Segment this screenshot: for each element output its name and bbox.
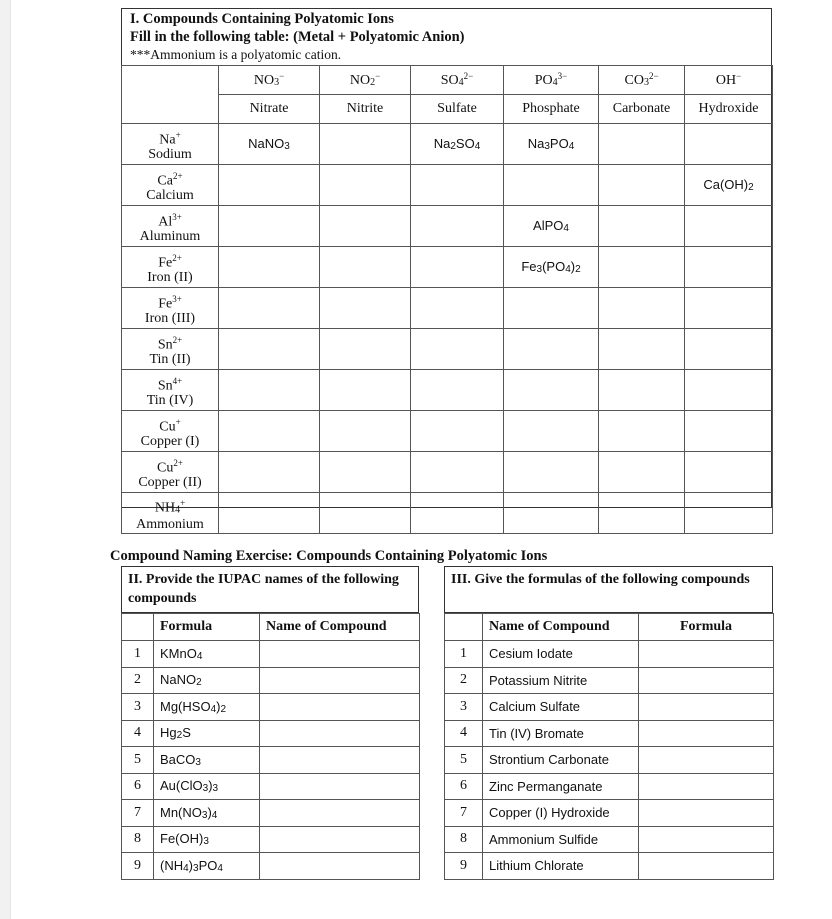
given-formula: KMnO4 [154, 641, 260, 668]
part2-row [122, 800, 420, 827]
cation-row [122, 124, 773, 165]
anion-formula-row [122, 66, 773, 95]
row-number: 7 [445, 800, 483, 827]
part2-header-row [122, 614, 420, 641]
part2-row [122, 747, 420, 774]
cation-label [122, 288, 219, 329]
answer-cell[interactable] [411, 452, 504, 493]
formula-answer-cell[interactable] [639, 720, 774, 747]
answer-cell[interactable]: Na3PO4 [504, 124, 599, 165]
part2-formula-header: Formula [154, 614, 260, 641]
formula-answer-cell[interactable] [639, 800, 774, 827]
cation-row [122, 288, 773, 329]
given-formula: Mn(NO3)4 [154, 800, 260, 827]
answer-cell[interactable] [685, 452, 773, 493]
given-name: Ammonium Sulfide [483, 826, 639, 853]
part3-row [445, 747, 774, 774]
given-formula: (NH4)3PO4 [154, 853, 260, 880]
answer-cell[interactable] [504, 493, 599, 534]
name-answer-cell[interactable] [260, 667, 420, 694]
polyatomic-table [121, 65, 773, 534]
cation-symbol: $Fe^{2+}$ [158, 252, 182, 271]
answer-cell[interactable] [411, 247, 504, 288]
answer-cell[interactable] [599, 370, 685, 411]
row-number: 3 [445, 694, 483, 721]
anion-formula-1: NO2− [320, 66, 411, 95]
cation-name: Tin (II) [149, 352, 191, 368]
name-answer-cell[interactable] [260, 853, 420, 880]
answer-cell[interactable] [320, 165, 411, 206]
answer-cell[interactable] [219, 247, 320, 288]
part3-row [445, 773, 774, 800]
row-number: 5 [122, 747, 154, 774]
row-number: 7 [122, 800, 154, 827]
answer-cell[interactable] [685, 206, 773, 247]
part2-row [122, 641, 420, 668]
row-number: 4 [122, 720, 154, 747]
part3-name-header: Name of Compound [483, 614, 639, 641]
part3-row [445, 720, 774, 747]
answer-cell[interactable] [219, 370, 320, 411]
part2-header: II. Provide the IUPAC names of the following compounds [121, 566, 419, 613]
answer-cell[interactable] [320, 452, 411, 493]
row-number: 6 [122, 773, 154, 800]
answer-cell[interactable] [219, 411, 320, 452]
section2-title: Compound Naming Exercise: Compounds Containing Polyatomic Ions [110, 548, 548, 564]
formula-answer-cell[interactable] [639, 826, 774, 853]
row-number: 4 [445, 720, 483, 747]
answer-cell[interactable] [599, 329, 685, 370]
anion-formula-5: OH− [685, 66, 773, 95]
cation-symbol: $Sn^{4+}$ [157, 375, 183, 394]
answer-cell[interactable] [320, 370, 411, 411]
formula-answer-cell[interactable] [639, 694, 774, 721]
name-answer-cell[interactable] [260, 826, 420, 853]
row-number: 8 [122, 826, 154, 853]
name-answer-cell[interactable] [260, 720, 420, 747]
anion-formula-2: $SO4^{2-}$ [411, 66, 504, 95]
part2-row [122, 694, 420, 721]
given-formula: NaNO2 [154, 667, 260, 694]
section1-title: I. Compounds Containing Polyatomic Ions [130, 11, 394, 27]
row-number: 2 [122, 667, 154, 694]
answer-cell[interactable]: AlPO4 [504, 206, 599, 247]
answer-cell[interactable] [504, 370, 599, 411]
part2-row [122, 667, 420, 694]
answer-cell[interactable] [411, 493, 504, 534]
anion-formula-0: NO3− [219, 66, 320, 95]
answer-cell[interactable] [685, 411, 773, 452]
formula-answer-cell[interactable] [639, 773, 774, 800]
answer-cell[interactable]: Na2SO4 [411, 124, 504, 165]
given-formula: BaCO3 [154, 747, 260, 774]
cation-row [122, 370, 773, 411]
answer-cell[interactable] [685, 247, 773, 288]
part3-header-row [445, 614, 774, 641]
answer-cell[interactable] [320, 493, 411, 534]
part3-num-header [445, 614, 483, 641]
name-answer-cell[interactable] [260, 773, 420, 800]
given-formula: Mg(HSO4)2 [154, 694, 260, 721]
part2-row [122, 826, 420, 853]
name-answer-cell[interactable] [260, 747, 420, 774]
anion-formula-3: $PO4^{3-}$ [504, 66, 599, 95]
answer-cell[interactable]: Ca(OH)2 [685, 165, 773, 206]
answer-cell[interactable] [599, 452, 685, 493]
cation-label [122, 370, 219, 411]
part2-table [121, 613, 420, 880]
answer-cell[interactable] [320, 247, 411, 288]
answer-cell[interactable] [411, 288, 504, 329]
cation-name: Calcium [146, 188, 194, 204]
part2-row [122, 853, 420, 880]
cation-name: Ammonium [136, 517, 204, 533]
given-name: Tin (IV) Bromate [483, 720, 639, 747]
anion-name-3: Phosphate [504, 95, 599, 124]
cation-label [122, 124, 219, 165]
row-number: 1 [122, 641, 154, 668]
cation-label [122, 206, 219, 247]
answer-cell[interactable] [599, 493, 685, 534]
answer-cell[interactable] [219, 165, 320, 206]
section1-subtitle: Fill in the following table: (Metal + Polyatomic Anion) [130, 29, 465, 45]
answer-cell[interactable] [599, 165, 685, 206]
cation-label [122, 411, 219, 452]
row-number: 1 [445, 641, 483, 668]
answer-cell[interactable] [320, 124, 411, 165]
anion-name-4: Carbonate [599, 95, 685, 124]
answer-cell[interactable] [219, 288, 320, 329]
corner-cell [122, 66, 219, 124]
answer-cell[interactable] [504, 288, 599, 329]
part3-row [445, 800, 774, 827]
anion-name-1: Nitrite [320, 95, 411, 124]
answer-cell[interactable] [685, 124, 773, 165]
part3-row [445, 826, 774, 853]
answer-cell[interactable] [599, 206, 685, 247]
name-answer-cell[interactable] [260, 641, 420, 668]
cation-row [122, 206, 773, 247]
given-name: Calcium Sulfate [483, 694, 639, 721]
answer-cell[interactable] [599, 411, 685, 452]
answer-cell[interactable] [599, 288, 685, 329]
cation-row [122, 452, 773, 493]
cation-symbol: $Fe^{3+}$ [158, 293, 182, 312]
cation-name: Sodium [148, 147, 192, 163]
given-name: Strontium Carbonate [483, 747, 639, 774]
answer-cell[interactable] [504, 329, 599, 370]
cation-symbol: NH4+ [154, 497, 186, 516]
part3-formula-header: Formula [639, 614, 774, 641]
answer-cell[interactable] [219, 329, 320, 370]
cation-name: Iron (III) [144, 311, 196, 327]
cation-row [122, 165, 773, 206]
answer-cell[interactable] [504, 411, 599, 452]
answer-cell[interactable] [320, 411, 411, 452]
answer-cell[interactable] [219, 493, 320, 534]
section1-header [130, 10, 464, 64]
cation-label [122, 493, 219, 534]
answer-cell[interactable] [411, 206, 504, 247]
cation-row [122, 247, 773, 288]
answer-cell[interactable] [411, 165, 504, 206]
given-name: Cesium Iodate [483, 641, 639, 668]
answer-cell[interactable] [320, 288, 411, 329]
part2-row [122, 720, 420, 747]
cation-label [122, 247, 219, 288]
row-number: 9 [122, 853, 154, 880]
anion-name-2: Sulfate [411, 95, 504, 124]
answer-cell[interactable] [411, 411, 504, 452]
answer-cell[interactable] [219, 206, 320, 247]
given-formula: Fe(OH)3 [154, 826, 260, 853]
cation-name: Copper (II) [138, 475, 202, 491]
cation-row [122, 493, 773, 534]
answer-cell[interactable] [320, 329, 411, 370]
answer-cell[interactable]: NaNO3 [219, 124, 320, 165]
given-name: Lithium Chlorate [483, 853, 639, 880]
row-number: 9 [445, 853, 483, 880]
part3-row [445, 694, 774, 721]
cation-name: Tin (IV) [146, 393, 194, 409]
cation-label [122, 329, 219, 370]
cation-label [122, 452, 219, 493]
section1-note: ***Ammonium is a polyatomic cation. [130, 47, 342, 62]
given-name: Potassium Nitrite [483, 667, 639, 694]
formula-answer-cell[interactable] [639, 747, 774, 774]
answer-cell[interactable] [219, 452, 320, 493]
formula-answer-cell[interactable] [639, 853, 774, 880]
cation-name: Copper (I) [140, 434, 200, 450]
answer-cell[interactable] [599, 124, 685, 165]
answer-cell[interactable] [504, 452, 599, 493]
cation-row [122, 411, 773, 452]
answer-cell[interactable] [685, 329, 773, 370]
cation-symbol: $Sn^{2+}$ [157, 334, 183, 353]
cation-symbol: Cu+ [159, 416, 181, 435]
part2-num-header [122, 614, 154, 641]
part3-header: III. Give the formulas of the following compounds [444, 566, 773, 613]
part3-row [445, 641, 774, 668]
anion-name-row [122, 95, 773, 124]
cation-symbol: $Al^{3+}$ [158, 211, 182, 230]
cation-row [122, 329, 773, 370]
row-number: 2 [445, 667, 483, 694]
answer-cell[interactable] [411, 329, 504, 370]
cation-symbol: Na+ [159, 129, 181, 148]
anion-name-0: Nitrate [219, 95, 320, 124]
answer-cell[interactable] [411, 370, 504, 411]
part3-row [445, 667, 774, 694]
row-number: 6 [445, 773, 483, 800]
anion-formula-4: $CO3^{2-}$ [599, 66, 685, 95]
row-number: 3 [122, 694, 154, 721]
given-formula: Hg2S [154, 720, 260, 747]
name-answer-cell[interactable] [260, 800, 420, 827]
row-number: 8 [445, 826, 483, 853]
cation-name: Aluminum [139, 229, 201, 245]
answer-cell[interactable] [685, 288, 773, 329]
answer-cell[interactable] [685, 493, 773, 534]
answer-cell[interactable] [599, 247, 685, 288]
cation-name: Iron (II) [147, 270, 193, 286]
part2-name-header: Name of Compound [260, 614, 420, 641]
cation-label [122, 165, 219, 206]
answer-cell[interactable] [320, 206, 411, 247]
given-name: Copper (I) Hydroxide [483, 800, 639, 827]
answer-cell[interactable] [685, 370, 773, 411]
anion-name-5: Hydroxide [685, 95, 773, 124]
formula-answer-cell[interactable] [639, 667, 774, 694]
name-answer-cell[interactable] [260, 694, 420, 721]
given-formula: Au(ClO3)3 [154, 773, 260, 800]
answer-cell[interactable]: Fe3(PO4)2 [504, 247, 599, 288]
cation-symbol: $Cu^{2+}$ [157, 457, 183, 476]
cation-symbol: $Ca^{2+}$ [157, 170, 183, 189]
answer-cell[interactable] [504, 165, 599, 206]
row-number: 5 [445, 747, 483, 774]
given-name: Zinc Permanganate [483, 773, 639, 800]
part3-table [444, 613, 774, 880]
formula-answer-cell[interactable] [639, 641, 774, 668]
page-left-margin [0, 0, 11, 919]
part3-row [445, 853, 774, 880]
part2-row [122, 773, 420, 800]
